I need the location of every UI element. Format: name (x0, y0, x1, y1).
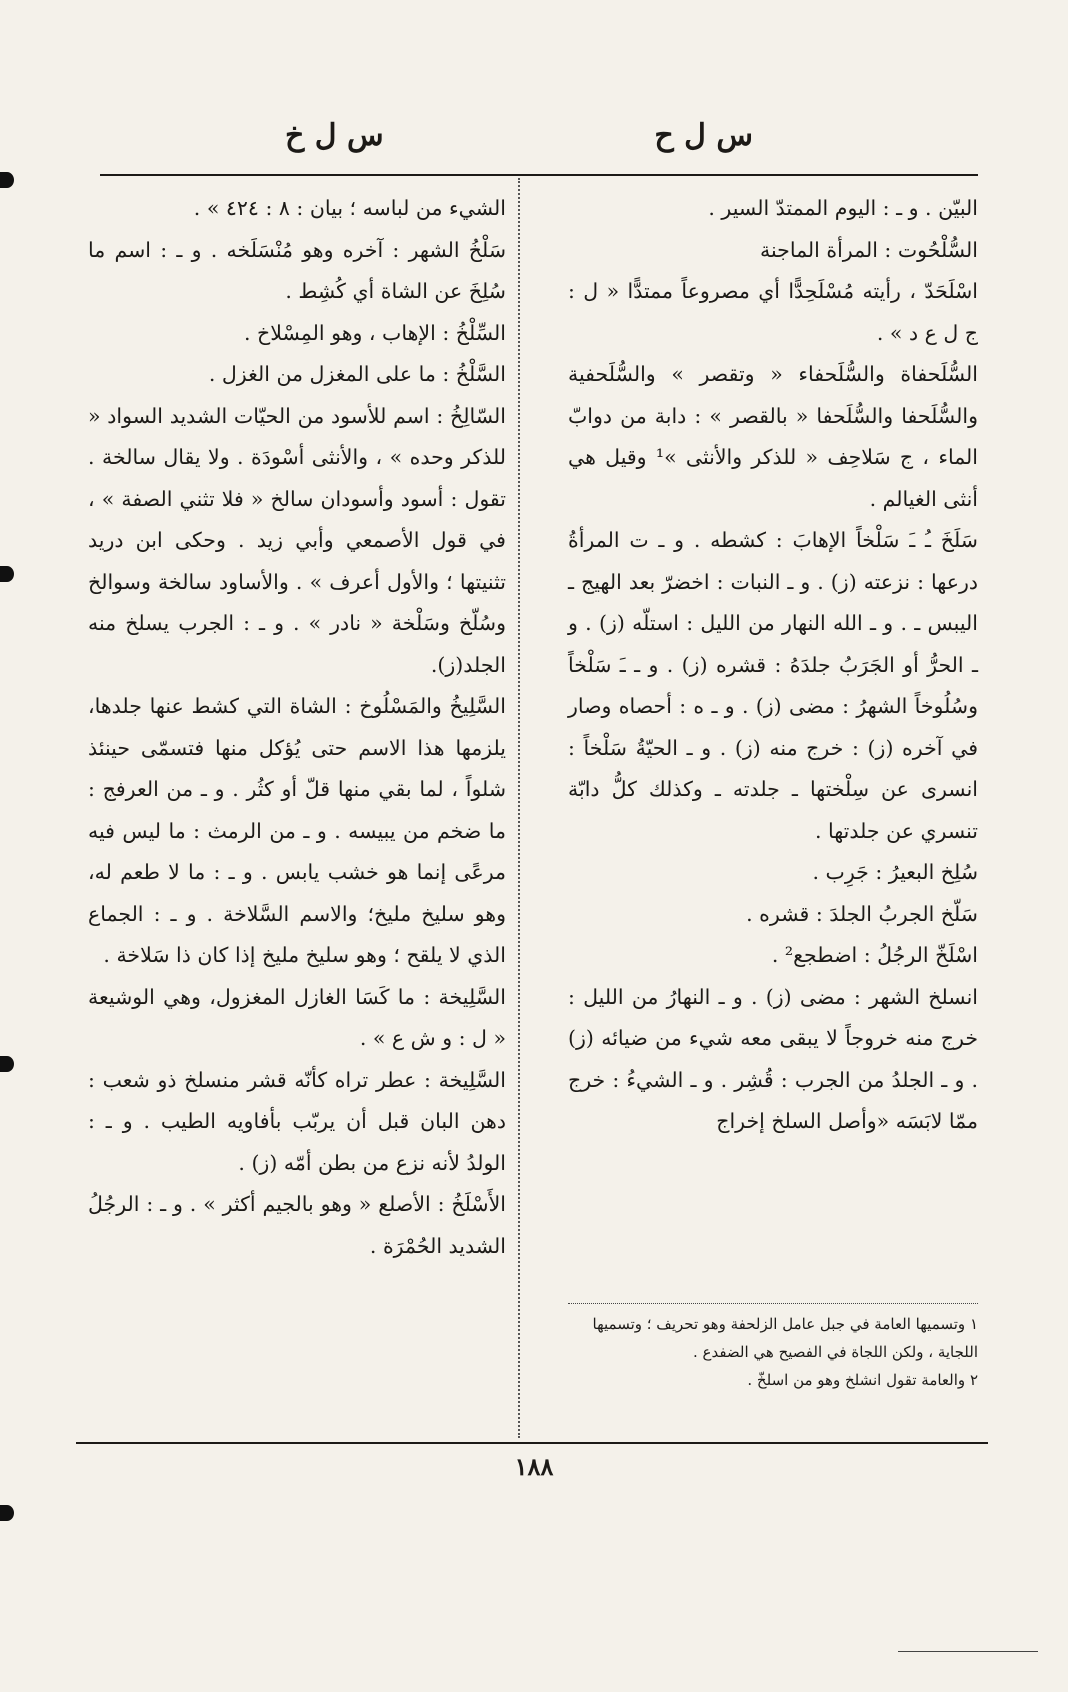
entry-text: انسلخ الشهر : مضى (ز) . و ـ النهارُ من الليل : خرج منه خروجاً لا يبقى معه شيء من ضيائه (ز) . و ـ الجلدُ من الجرب : قُشِر . و ـ الشيءُ : خرج ممّا لابَسَه «وأصل السلخ إخراج (568, 984, 978, 1133)
entry-text: السُّلَحفاة والسُّلَحفاء « وتقصر » والسُّلَحفية والسُّلَحفا والسُّلَحفا « بالقصر » : دابة من دوابّ الماء ، ج سَلاحِف « للذكر والأنثى »¹ وقيل هي أنثى الغيالم . (568, 362, 978, 511)
entry-text: السُّلْحُوت : المرأة الماجنة (759, 237, 978, 262)
page-number: ١٨٨ (514, 1452, 554, 1481)
footer-rule (76, 1442, 988, 1444)
scan-edge-rule (898, 1651, 1038, 1652)
entry-text: سُلِخ البعيرُ : جَرِب . (812, 860, 978, 884)
entry-text: الشيء من لباسه ؛ بيان : ٨ : ٤٢٤ » . (193, 196, 506, 220)
entry-text: سَلْخُ الشهر : آخره وهو مُنْسَلَخه . و ـ : اسم ما سُلِخَ عن الشاة أي كُشِط . (88, 237, 506, 303)
page-header-right: س ل ح (654, 118, 753, 153)
entry-text: السَّلِيخة : عطر تراه كأنّه قشر منسلخ ذو شعب : دهن البان قبل أن يربّب بأفاويه الطيب . و ـ : الولدُ لأنه نزع من بطن أمّه (ز) . (88, 1067, 506, 1175)
footnote: ٢ والعامة تقول انشلخ وهو من اسلخّ . (747, 1371, 978, 1389)
right-column (568, 188, 978, 1143)
entry-text: السَّلْخُ : ما على المغزل من الغزل . (208, 362, 506, 386)
entry-text: اسْلَحَدّ ، رأيته مُسْلَحِدًّا أي مصروعاً ممتدًّا « ل : ج ل ع د » . (568, 279, 978, 345)
footnote-rule (568, 1303, 978, 1304)
entry-text: السِّلْخُ : الإهاب ، وهو المِسْلاخ . (244, 320, 506, 345)
footnote: ١ وتسميها العامة في جبل عامل الزلحفة وهو تحريف ؛ وتسميها اللجاية ، ولكن اللجاة في الفصيح هي الضفدع . (592, 1315, 978, 1361)
binding-mark (0, 172, 14, 188)
entry-text: سَلّخ الجربُ الجلدَ : قشره . (746, 901, 978, 926)
entry-text: السّالِخُ : اسم للأسود من الحيّات الشديد السواد « للذكر وحده » ، والأنثى أسْودَة . ولا يقال سالخة . تقول : أسود وأسودان سالخ « فلا تثني الصفة » ، في قول الأصمعي وأبي زيد . وحكى ابن دريد تثنيتها ؛ والأول أعرف » . والأساود سالخة وسوالخ وسُلّخ وسَلْخة « نادر » . و ـ : الجرب يسلخ منه الجلد(ز). (88, 403, 506, 677)
footnotes (568, 1310, 978, 1394)
binding-mark (0, 566, 14, 582)
binding-mark (0, 1505, 14, 1521)
entry-text: السَّلِيخة : ما كَسَا الغازل المغزول، وهي الوشيعة « ل : و ش ع » . (88, 984, 506, 1050)
entry-text: اسْلَخّ الرجُلُ : اضطجع² . (771, 943, 978, 967)
header-rule (100, 174, 978, 176)
binding-mark (0, 1056, 14, 1072)
column-divider (518, 178, 520, 1438)
entry-text: البيّن . و ـ : اليوم الممتدّ السير . (708, 196, 978, 220)
entry-text: السَّلِيخُ والمَسْلُوخ : الشاة التي كشط عنها جلدها، يلزمها هذا الاسم حتى يُؤكل منها فتسمّى حينئذ شلواً ، لما بقي منها قلّ أو كثُر . و ـ من العرفج : ما ضخم من يبيسه . و ـ من الرمث : ما ليس فيه مرعًى إنما هو خشب يابس . و ـ : ما لا طعم له، وهو سليخ مليخ؛ والاسم السَّلاخة . و ـ : الجماع الذي لا يلقح ؛ وهو سليخ مليخ إذا كان ذا سَلاخة . (88, 694, 506, 967)
entry-text: سَلَخَ ـُ ـَ سَلْخاً الإهابَ : كشطه . و ـ ت المرأةُ درعها : نزعته (ز) . و ـ النبات : اخضرّ بعد الهيج ـ اليبس ـ . و ـ الله النهار من الليل : استلّه (ز) . و ـ الحرُّ أو الجَرَبُ جلدَهُ : قشره (ز) . و ـ ـَ سَلْخاً وسُلُوخاً الشهرُ : مضى (ز) . و ـ ه : أحصاه وصار في آخره (ز) : خرج منه (ز) . و ـ الحيّةُ سَلْخاً : انسرى عن سِلْختها ـ جلدته ـ وكذلك كلُّ دابّة تنسري عن جلدتها . (568, 528, 978, 843)
left-column (88, 188, 506, 1267)
page-header-left: س ل خ (285, 118, 384, 153)
entry-text: الأَسْلَخُ : الأصلع « وهو بالجيم أكثر » . و ـ : الرجُلُ الشديد الحُمْرَة . (88, 1192, 506, 1258)
